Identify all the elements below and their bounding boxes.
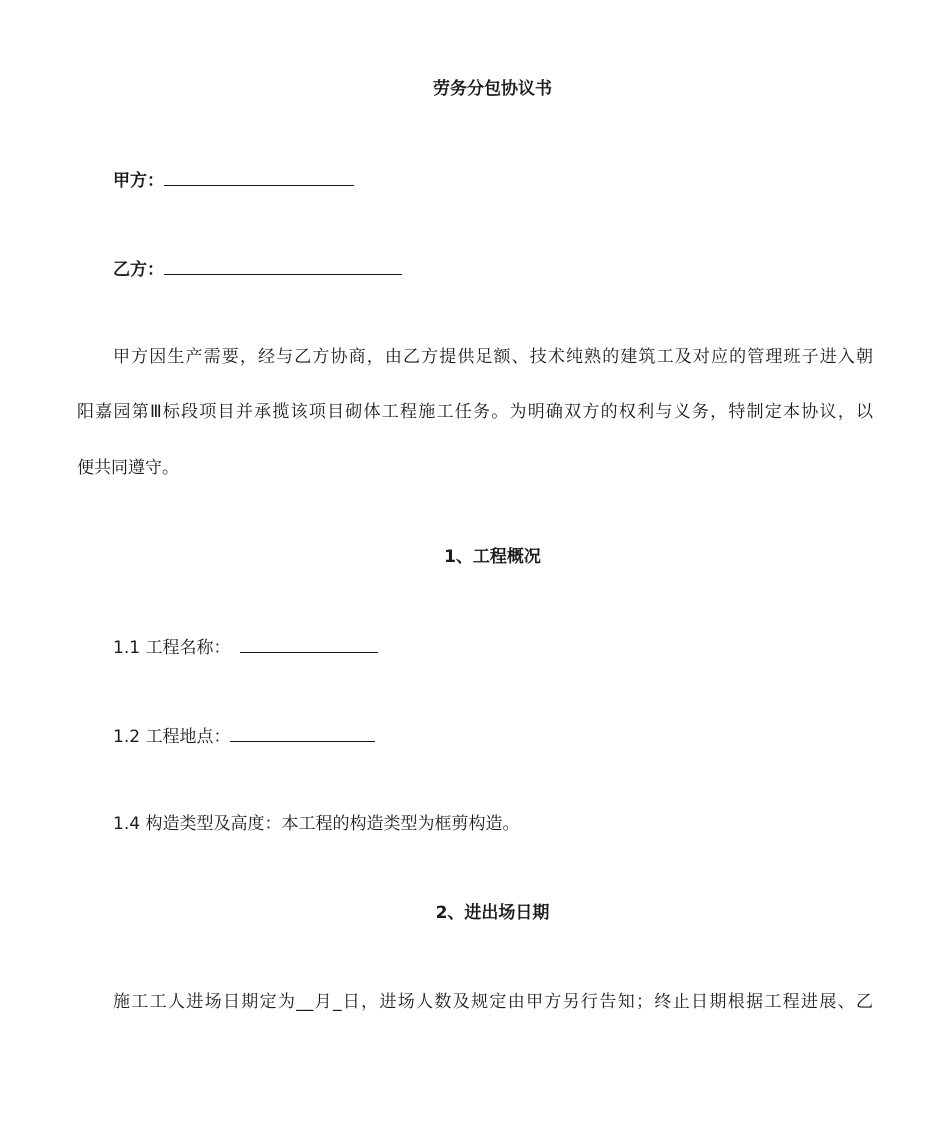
document-title: 劳务分包协议书 <box>433 79 552 99</box>
item-1-2-line <box>113 723 375 749</box>
item-1-1-label: 1.1 工程名称： <box>113 638 231 658</box>
intro-line-3: 便共同遵守。 <box>77 458 179 478</box>
section-2-para-line-1: 施工工人进场日期定为__月_日，进场人数及规定由甲方另行告知；终止日期根据工程进展、乙 <box>113 992 873 1012</box>
item-1-2-label: 1.2 工程地点： <box>113 727 231 747</box>
party-a-blank <box>164 167 354 186</box>
item-1-1-line <box>113 634 378 660</box>
intro-line-1: 甲方因生产需要，经与乙方协商，由乙方提供足额、技术纯熟的建筑工及对应的管理班子进入朝 <box>113 347 873 367</box>
item-1-4: 1.4 构造类型及高度：本工程的构造类型为框剪构造。 <box>113 814 520 834</box>
party-a-label: 甲方： <box>113 171 164 191</box>
party-b-label: 乙方： <box>113 260 164 280</box>
item-1-1-blank <box>240 634 378 653</box>
party-a-line <box>113 167 354 193</box>
intro-line-2: 阳嘉园第Ⅲ标段项目并承揽该项目砌体工程施工任务。为明确双方的权利与义务，特制定本协议，以 <box>77 402 873 422</box>
section-1-heading: 1、工程概况 <box>444 547 541 567</box>
item-1-2-blank <box>230 723 375 742</box>
party-b-blank <box>164 256 402 275</box>
section-2-heading: 2、进出场日期 <box>435 903 550 923</box>
party-b-line <box>113 256 402 282</box>
